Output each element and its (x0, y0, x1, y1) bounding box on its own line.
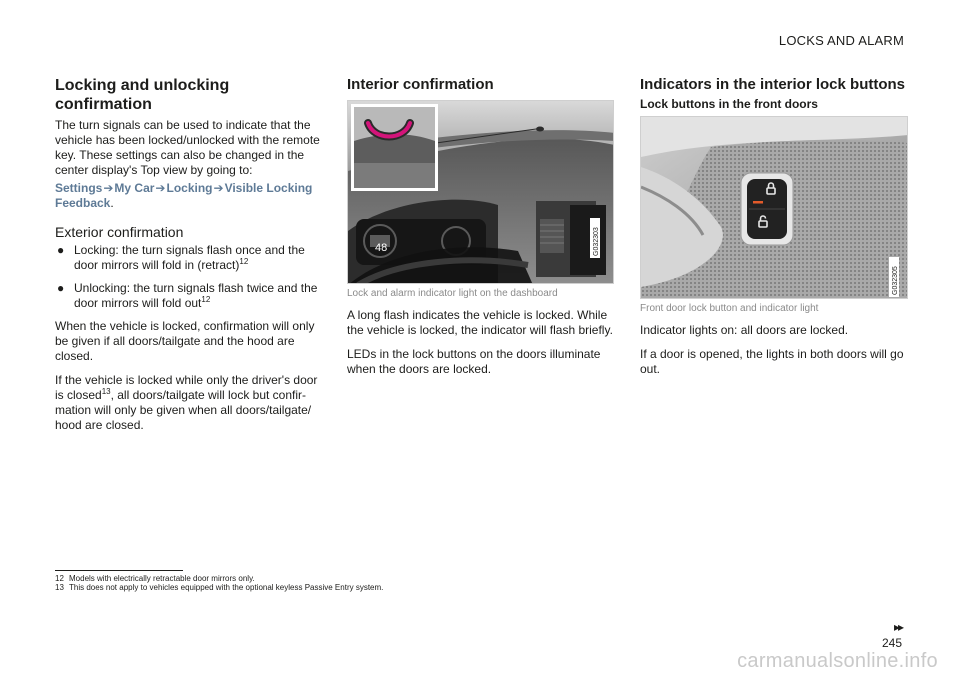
figure-code: G032305 (892, 266, 899, 295)
front-doors-subheading: Lock buttons in the front doors (640, 97, 818, 111)
watermark: carmanualsonline.info (737, 650, 938, 672)
exterior-heading: Exterior confirmation (55, 224, 184, 240)
arrow-right-icon: ➔ (103, 181, 114, 195)
path-settings: Settings (55, 181, 103, 195)
door-opened-paragraph: If a door is opened, the lights in both doors will go out. (640, 347, 904, 376)
flash-paragraph: A long flash indicates the vehicle is locked. While the vehicle is locked, the indicator will flash briefly. (347, 308, 613, 337)
led-paragraph: LEDs in the lock buttons on the doors illuminate when the doors are locked. (347, 347, 601, 376)
intro-paragraph: The turn signals can be used to indicate that the vehicle has been locked/unlocked with the remote key. These settings can also be changed in the center display's Top view by going to: (55, 118, 320, 177)
dashboard-illustration (348, 101, 614, 284)
section-header: LOCKS AND ALARM (778, 33, 904, 48)
list-item: ● Unlocking: the turn signals flash twice and the door mirrors will fold out$^{12}$ (57, 281, 318, 310)
door-lock-illustration (641, 117, 908, 299)
path-locking: Locking (166, 181, 213, 195)
figure-caption: Lock and alarm indicator light on the dashboard (347, 288, 558, 299)
path-visible-locking-feedback: Visible Locking Feedback (55, 181, 313, 210)
footnote: 13 This does not apply to vehicles equipped with the optional keyless Passive Entry system. (55, 583, 384, 592)
dashboard-figure (347, 100, 614, 284)
figure-caption: Front door lock button and indicator light (640, 303, 819, 314)
arrow-right-icon: ➔ (155, 181, 166, 195)
column-locking-confirmation (55, 76, 320, 442)
footnotes (55, 570, 655, 592)
arrow-right-icon: ➔ (213, 181, 224, 195)
list-item: ● Locking: the turn signals flash once and the door mirrors will fold in (retract)$^{12}$ (57, 243, 305, 272)
speed-readout: 48 (375, 242, 388, 254)
bullet-icon: ● (57, 243, 65, 257)
lock-closed-paragraph: When the vehicle is locked, confirmation will only be given if all doors/tailgate and the hood are closed. (55, 319, 315, 363)
continue-icon: ▸▸ (893, 620, 902, 634)
exterior-list (55, 243, 320, 311)
column-interior-indicators (640, 76, 908, 386)
footnote-ref: 13 (101, 387, 111, 396)
path-my-car: My Car (114, 181, 155, 195)
figure-code: G032303 (593, 227, 600, 256)
footnote-ref: 12 (201, 295, 211, 304)
bullet-icon: ● (57, 281, 65, 295)
footnote: 12 Models with electrically retractable door mirrors only. (55, 574, 255, 583)
column-interior-confirmation (347, 76, 614, 386)
footnote-divider (55, 570, 183, 571)
indicators-heading: Indicators in the interior lock buttons (640, 76, 906, 93)
driver-door-paragraph: If the vehicle is locked while only the driver's door is closed$^{13}$, all doors/tailgate will lock but confir-mation will only be given when all doors/tailgate/ hood are closed. (55, 373, 318, 432)
page-number: 245 (881, 636, 902, 650)
interior-heading: Interior confirmation (347, 76, 494, 93)
section-title: Locking and unlocking confirmation (55, 77, 230, 113)
path-end: . (110, 196, 114, 210)
footnote-ref: 12 (239, 257, 249, 266)
indicator-on-paragraph: Indicator lights on: all doors are locked. (640, 323, 849, 337)
door-lock-figure (640, 116, 908, 299)
menu-path (55, 181, 320, 211)
